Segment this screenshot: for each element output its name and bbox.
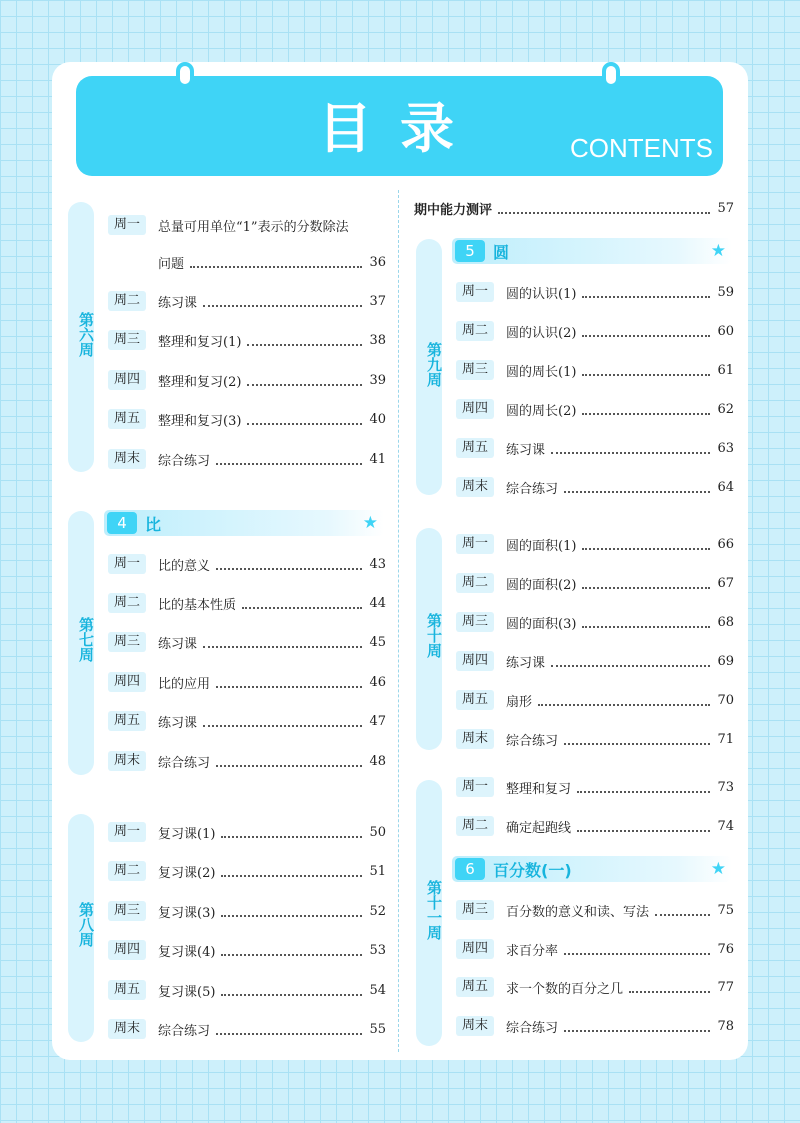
- dot-leader: [551, 442, 710, 454]
- page-number: 75: [717, 902, 734, 918]
- dot-leader: [221, 865, 362, 877]
- toc-entry[interactable]: [456, 572, 734, 594]
- week-label-6: 第六周: [77, 312, 95, 357]
- toc-entry[interactable]: [108, 939, 386, 961]
- dot-leader: [538, 694, 710, 706]
- dot-leader: [216, 453, 362, 465]
- page-number: 59: [717, 284, 734, 300]
- toc-entry[interactable]: [108, 821, 386, 843]
- entry-title: 复习课(4): [158, 944, 216, 960]
- entry-title: 综合练习: [158, 453, 211, 469]
- toc-entry-midterm[interactable]: [414, 197, 734, 219]
- entry-title: 练习课: [158, 636, 198, 652]
- dot-leader: [216, 1023, 362, 1035]
- page-number: 39: [369, 372, 386, 388]
- toc-entry[interactable]: [108, 631, 386, 653]
- toc-entry[interactable]: [108, 290, 386, 312]
- day-badge: 周四: [108, 672, 146, 692]
- day-badge: 周五: [456, 438, 494, 458]
- dot-leader: [582, 364, 710, 376]
- entry-title: 复习课(2): [158, 865, 216, 881]
- dot-leader: [564, 1020, 710, 1032]
- star-icon: ★: [710, 241, 726, 261]
- page-number: 51: [369, 863, 386, 879]
- toc-entry[interactable]: [456, 728, 734, 750]
- page-number: 40: [369, 411, 386, 427]
- day-badge: 周二: [108, 861, 146, 881]
- binder-ring-left: [176, 62, 194, 88]
- unit-number: 5: [455, 240, 485, 262]
- day-badge: 周一: [456, 534, 494, 554]
- toc-entry[interactable]: [456, 976, 734, 998]
- page-number: 74: [717, 818, 734, 834]
- toc-entry[interactable]: [108, 860, 386, 882]
- page-number: 46: [369, 674, 386, 690]
- page-number: 63: [717, 440, 734, 456]
- entry-title: 整理和复习(2): [158, 374, 242, 390]
- entry-title: 综合练习: [506, 733, 559, 749]
- day-badge: 周三: [108, 901, 146, 921]
- page-number: 64: [717, 479, 734, 495]
- toc-entry[interactable]: [108, 671, 386, 693]
- toc-entry[interactable]: [108, 369, 386, 391]
- toc-entry[interactable]: [108, 979, 386, 1001]
- dot-leader: [577, 820, 710, 832]
- dot-leader: [216, 558, 362, 570]
- entry-title: 练习课: [506, 442, 546, 458]
- day-badge: 周二: [456, 573, 494, 593]
- day-badge: 周一: [108, 215, 146, 235]
- page-number: 47: [369, 713, 386, 729]
- week-label-10: 第十周: [425, 613, 443, 658]
- toc-entry[interactable]: [456, 533, 734, 555]
- day-badge: 周三: [456, 900, 494, 920]
- page-subtitle: CONTENTS: [570, 133, 713, 163]
- column-divider: [398, 190, 399, 1052]
- toc-entry[interactable]: [456, 1015, 734, 1037]
- dot-leader: [247, 374, 362, 386]
- toc-entry[interactable]: [456, 320, 734, 342]
- entry-title: 圆的周长(2): [506, 403, 577, 419]
- toc-entry[interactable]: [456, 776, 734, 798]
- page-number: 50: [369, 824, 386, 840]
- day-badge: 周末: [108, 1019, 146, 1039]
- entry-title: 求一个数的百分之几: [506, 981, 624, 997]
- dot-leader: [247, 413, 362, 425]
- day-badge: 周四: [108, 940, 146, 960]
- toc-entry[interactable]: [456, 689, 734, 711]
- dot-leader: [216, 676, 362, 688]
- page-number: 54: [369, 982, 386, 998]
- day-badge: 周三: [456, 612, 494, 632]
- page-number: 48: [369, 753, 386, 769]
- toc-entry[interactable]: [456, 815, 734, 837]
- toc-entry[interactable]: [108, 900, 386, 922]
- entry-title: 综合练习: [158, 755, 211, 771]
- page-number: 37: [369, 293, 386, 309]
- page-number: 36: [369, 254, 386, 270]
- dot-leader: [221, 984, 362, 996]
- entry-title: 圆的面积(3): [506, 616, 577, 632]
- dot-leader: [551, 655, 710, 667]
- entry-title: 圆的认识(1): [506, 286, 577, 302]
- day-badge: 周五: [108, 409, 146, 429]
- day-badge: 周一: [456, 777, 494, 797]
- page-number: 45: [369, 634, 386, 650]
- page-number: 68: [717, 614, 734, 630]
- page-number: 78: [717, 1018, 734, 1034]
- week-label-11: 第十一周: [425, 880, 443, 940]
- unit-title: 比: [145, 514, 162, 534]
- dot-leader: [577, 781, 710, 793]
- page-number: 60: [717, 323, 734, 339]
- entry-title: 求百分率: [506, 943, 559, 959]
- entry-title: 圆的面积(2): [506, 577, 577, 593]
- toc-entry[interactable]: [456, 476, 734, 498]
- day-badge: 周四: [456, 939, 494, 959]
- day-badge: 周二: [456, 816, 494, 836]
- page-number: 71: [717, 731, 734, 747]
- entry-title: 比的应用: [158, 676, 211, 692]
- day-badge: 周三: [108, 330, 146, 350]
- entry-title: 练习课: [506, 655, 546, 671]
- toc-entry[interactable]: [108, 251, 386, 273]
- entry-title: 复习课(5): [158, 984, 216, 1000]
- day-badge: 周末: [108, 751, 146, 771]
- week-label-9: 第九周: [425, 342, 443, 387]
- dot-leader: [247, 334, 362, 346]
- unit-title: 百分数(一): [493, 860, 572, 880]
- page-number: 57: [717, 200, 734, 216]
- toc-entry[interactable]: [108, 214, 386, 236]
- page-number: 38: [369, 332, 386, 348]
- page-number: 61: [717, 362, 734, 378]
- entry-title: 圆的周长(1): [506, 364, 577, 380]
- toc-entry[interactable]: [108, 448, 386, 470]
- unit-banner-4: [104, 510, 384, 536]
- day-badge: 周二: [456, 321, 494, 341]
- page-number: 73: [717, 779, 734, 795]
- entry-title: 比的基本性质: [158, 597, 237, 613]
- day-badge: 周末: [456, 729, 494, 749]
- star-icon: ★: [710, 859, 726, 879]
- page-number: 62: [717, 401, 734, 417]
- entry-title: 练习课: [158, 715, 198, 731]
- day-badge: 周二: [108, 291, 146, 311]
- toc-entry[interactable]: [108, 592, 386, 614]
- page-number: 41: [369, 451, 386, 467]
- day-badge: 周五: [108, 980, 146, 1000]
- dot-leader: [216, 755, 362, 767]
- dot-leader: [564, 481, 710, 493]
- toc-entry[interactable]: [108, 553, 386, 575]
- dot-leader: [582, 538, 710, 550]
- day-badge: 周四: [456, 399, 494, 419]
- star-icon: ★: [362, 513, 378, 533]
- toc-entry[interactable]: [456, 437, 734, 459]
- dot-leader: [629, 981, 710, 993]
- dot-leader: [582, 616, 710, 628]
- week-label-7: 第七周: [77, 617, 95, 662]
- entry-title: 圆的认识(2): [506, 325, 577, 341]
- page-number: 52: [369, 903, 386, 919]
- day-badge: 周一: [108, 554, 146, 574]
- entry-title: 整理和复习(1): [158, 334, 242, 350]
- dot-leader: [582, 577, 710, 589]
- page-title: 目录: [318, 97, 482, 160]
- toc-entry[interactable]: [456, 899, 734, 921]
- page-number: 76: [717, 941, 734, 957]
- dot-leader: [221, 905, 362, 917]
- dot-leader: [582, 325, 710, 337]
- day-badge: 周末: [456, 477, 494, 497]
- dot-leader: [221, 944, 362, 956]
- entry-title: 圆的面积(1): [506, 538, 577, 554]
- toc-entry[interactable]: [456, 938, 734, 960]
- dot-leader: [203, 295, 362, 307]
- page-number: 66: [717, 536, 734, 552]
- page-number: 44: [369, 595, 386, 611]
- entry-title: 整理和复习(3): [158, 413, 242, 429]
- unit-banner-6: [452, 856, 732, 882]
- toc-entry[interactable]: [108, 329, 386, 351]
- toc-entry[interactable]: [108, 710, 386, 732]
- unit-banner-5: [452, 238, 732, 264]
- unit-title: 圆: [493, 242, 510, 262]
- page-number: 69: [717, 653, 734, 669]
- entry-title: 期中能力测评: [414, 202, 493, 218]
- dot-leader: [564, 733, 710, 745]
- entry-title: 比的意义: [158, 558, 211, 574]
- entry-title: 综合练习: [506, 481, 559, 497]
- dot-leader: [582, 286, 710, 298]
- page-number: 55: [369, 1021, 386, 1037]
- entry-title: 综合练习: [506, 1020, 559, 1036]
- dot-leader: [242, 597, 362, 609]
- toc-entry[interactable]: [456, 650, 734, 672]
- page-number: 70: [717, 692, 734, 708]
- toc-entry[interactable]: [108, 750, 386, 772]
- entry-title: 整理和复习: [506, 781, 572, 797]
- day-badge: 周一: [108, 822, 146, 842]
- entry-title: 总量可用单位“1”表示的分数除法: [158, 219, 349, 235]
- day-badge: 周末: [456, 1016, 494, 1036]
- entry-title: 复习课(3): [158, 905, 216, 921]
- day-badge: 周末: [108, 449, 146, 469]
- dot-leader: [190, 256, 362, 268]
- entry-title: 扇形: [506, 694, 533, 710]
- page-number: 43: [369, 556, 386, 572]
- toc-entry[interactable]: [456, 398, 734, 420]
- entry-title: 综合练习: [158, 1023, 211, 1039]
- entry-title: 问题: [158, 256, 185, 272]
- day-badge: 周一: [456, 282, 494, 302]
- day-badge: 周二: [108, 593, 146, 613]
- entry-title: 百分数的意义和读、写法: [506, 904, 650, 920]
- day-badge: 周五: [108, 711, 146, 731]
- dot-leader: [655, 904, 710, 916]
- day-badge: 周五: [456, 690, 494, 710]
- page-number: 67: [717, 575, 734, 591]
- entry-title: 确定起跑线: [506, 820, 572, 836]
- day-badge: 周三: [456, 360, 494, 380]
- page-number: 53: [369, 942, 386, 958]
- toc-entry[interactable]: [456, 281, 734, 303]
- dot-leader: [564, 943, 710, 955]
- day-badge: 周四: [108, 370, 146, 390]
- week-label-8: 第八周: [77, 902, 95, 947]
- dot-leader: [498, 202, 710, 214]
- toc-entry[interactable]: [108, 1018, 386, 1040]
- day-badge: 周三: [108, 632, 146, 652]
- toc-entry[interactable]: [108, 408, 386, 430]
- binder-ring-right: [602, 62, 620, 88]
- toc-entry[interactable]: [456, 611, 734, 633]
- day-badge: 周四: [456, 651, 494, 671]
- unit-number: 6: [455, 858, 485, 880]
- entry-title: 复习课(1): [158, 826, 216, 842]
- unit-number: 4: [107, 512, 137, 534]
- dot-leader: [582, 403, 710, 415]
- day-badge: 周五: [456, 977, 494, 997]
- toc-entry[interactable]: [456, 359, 734, 381]
- dot-leader: [203, 715, 362, 727]
- entry-title: 练习课: [158, 295, 198, 311]
- page-number: 77: [717, 979, 734, 995]
- dot-leader: [203, 636, 362, 648]
- dot-leader: [221, 826, 362, 838]
